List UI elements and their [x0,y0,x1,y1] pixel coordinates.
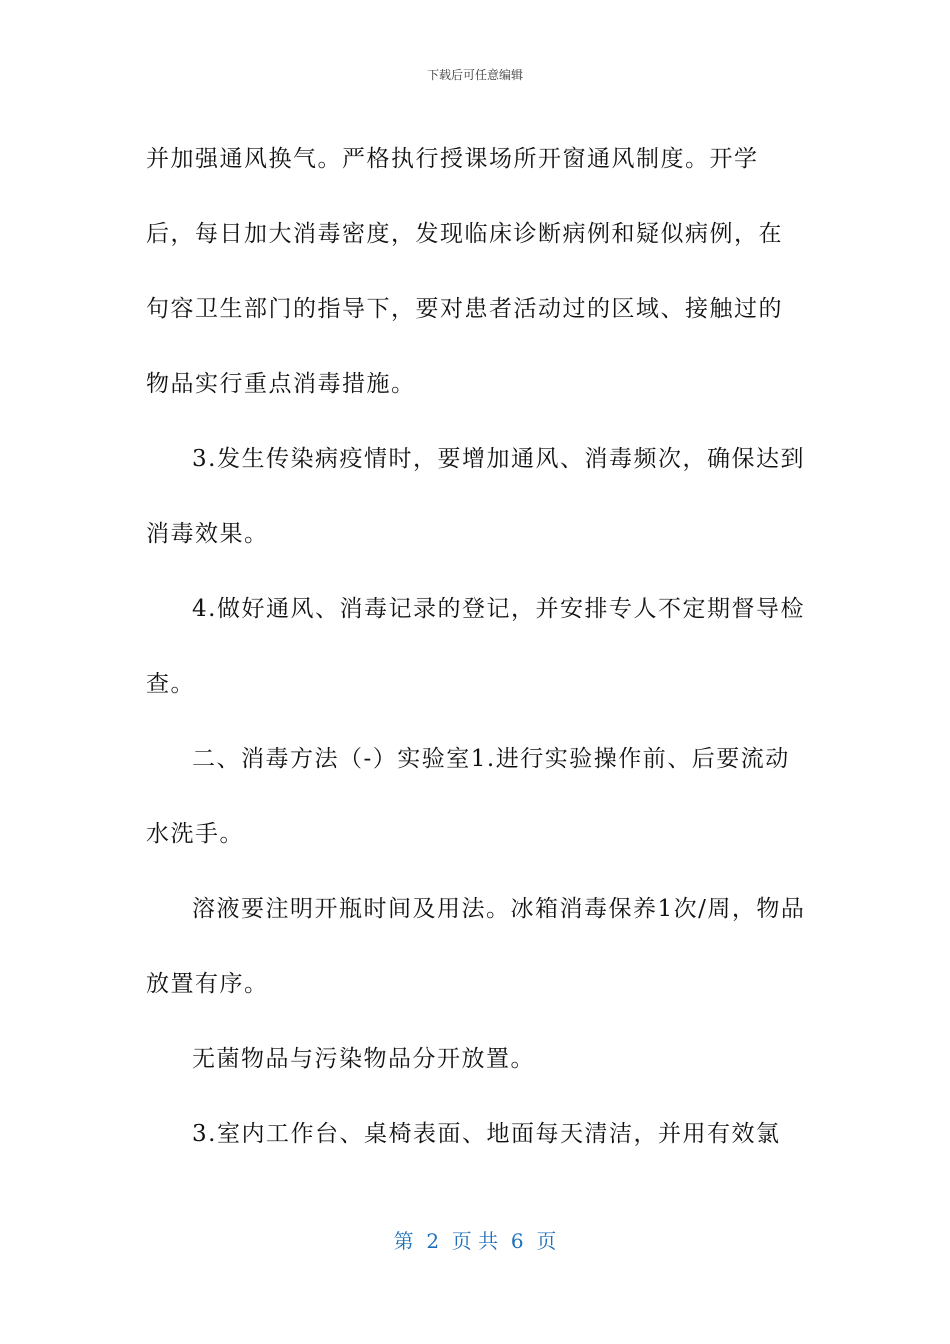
paragraph-5: 溶液要注明开瓶时间及用法。冰箱消毒保养1次/周，物品放置有序。 [146,896,806,997]
paragraph-4: 二、消毒方法（-）实验室1.进行实验操作前、后要流动水洗手。 [146,746,790,847]
page-number-footer: 第 2 页 共 6 页 [393,1229,557,1253]
page-header: 下载后可任意编辑 [426,68,523,82]
paragraph-7: 3.室内工作台、桌椅表面、地面每天清洁，并用有效氯 [192,1121,781,1147]
paragraph-1: 并加强通风换气。严格执行授课场所开窗通风制度。开学后，每日加大消毒密度，发现临床诊断病例和疑似病例，在句容卫生部门的指导下，要对患者活动过的区域、接触过的物品实行重点消毒措施。 [146,146,783,397]
paragraph-2: 3.发生传染病疫情时，要增加通风、消毒频次，确保达到消毒效果。 [146,446,805,547]
paragraph-6: 无菌物品与污染物品分开放置。 [192,1046,535,1072]
document-body [146,122,806,1172]
paragraph-3: 4.做好通风、消毒记录的登记，并安排专人不定期督导检查。 [146,596,805,697]
